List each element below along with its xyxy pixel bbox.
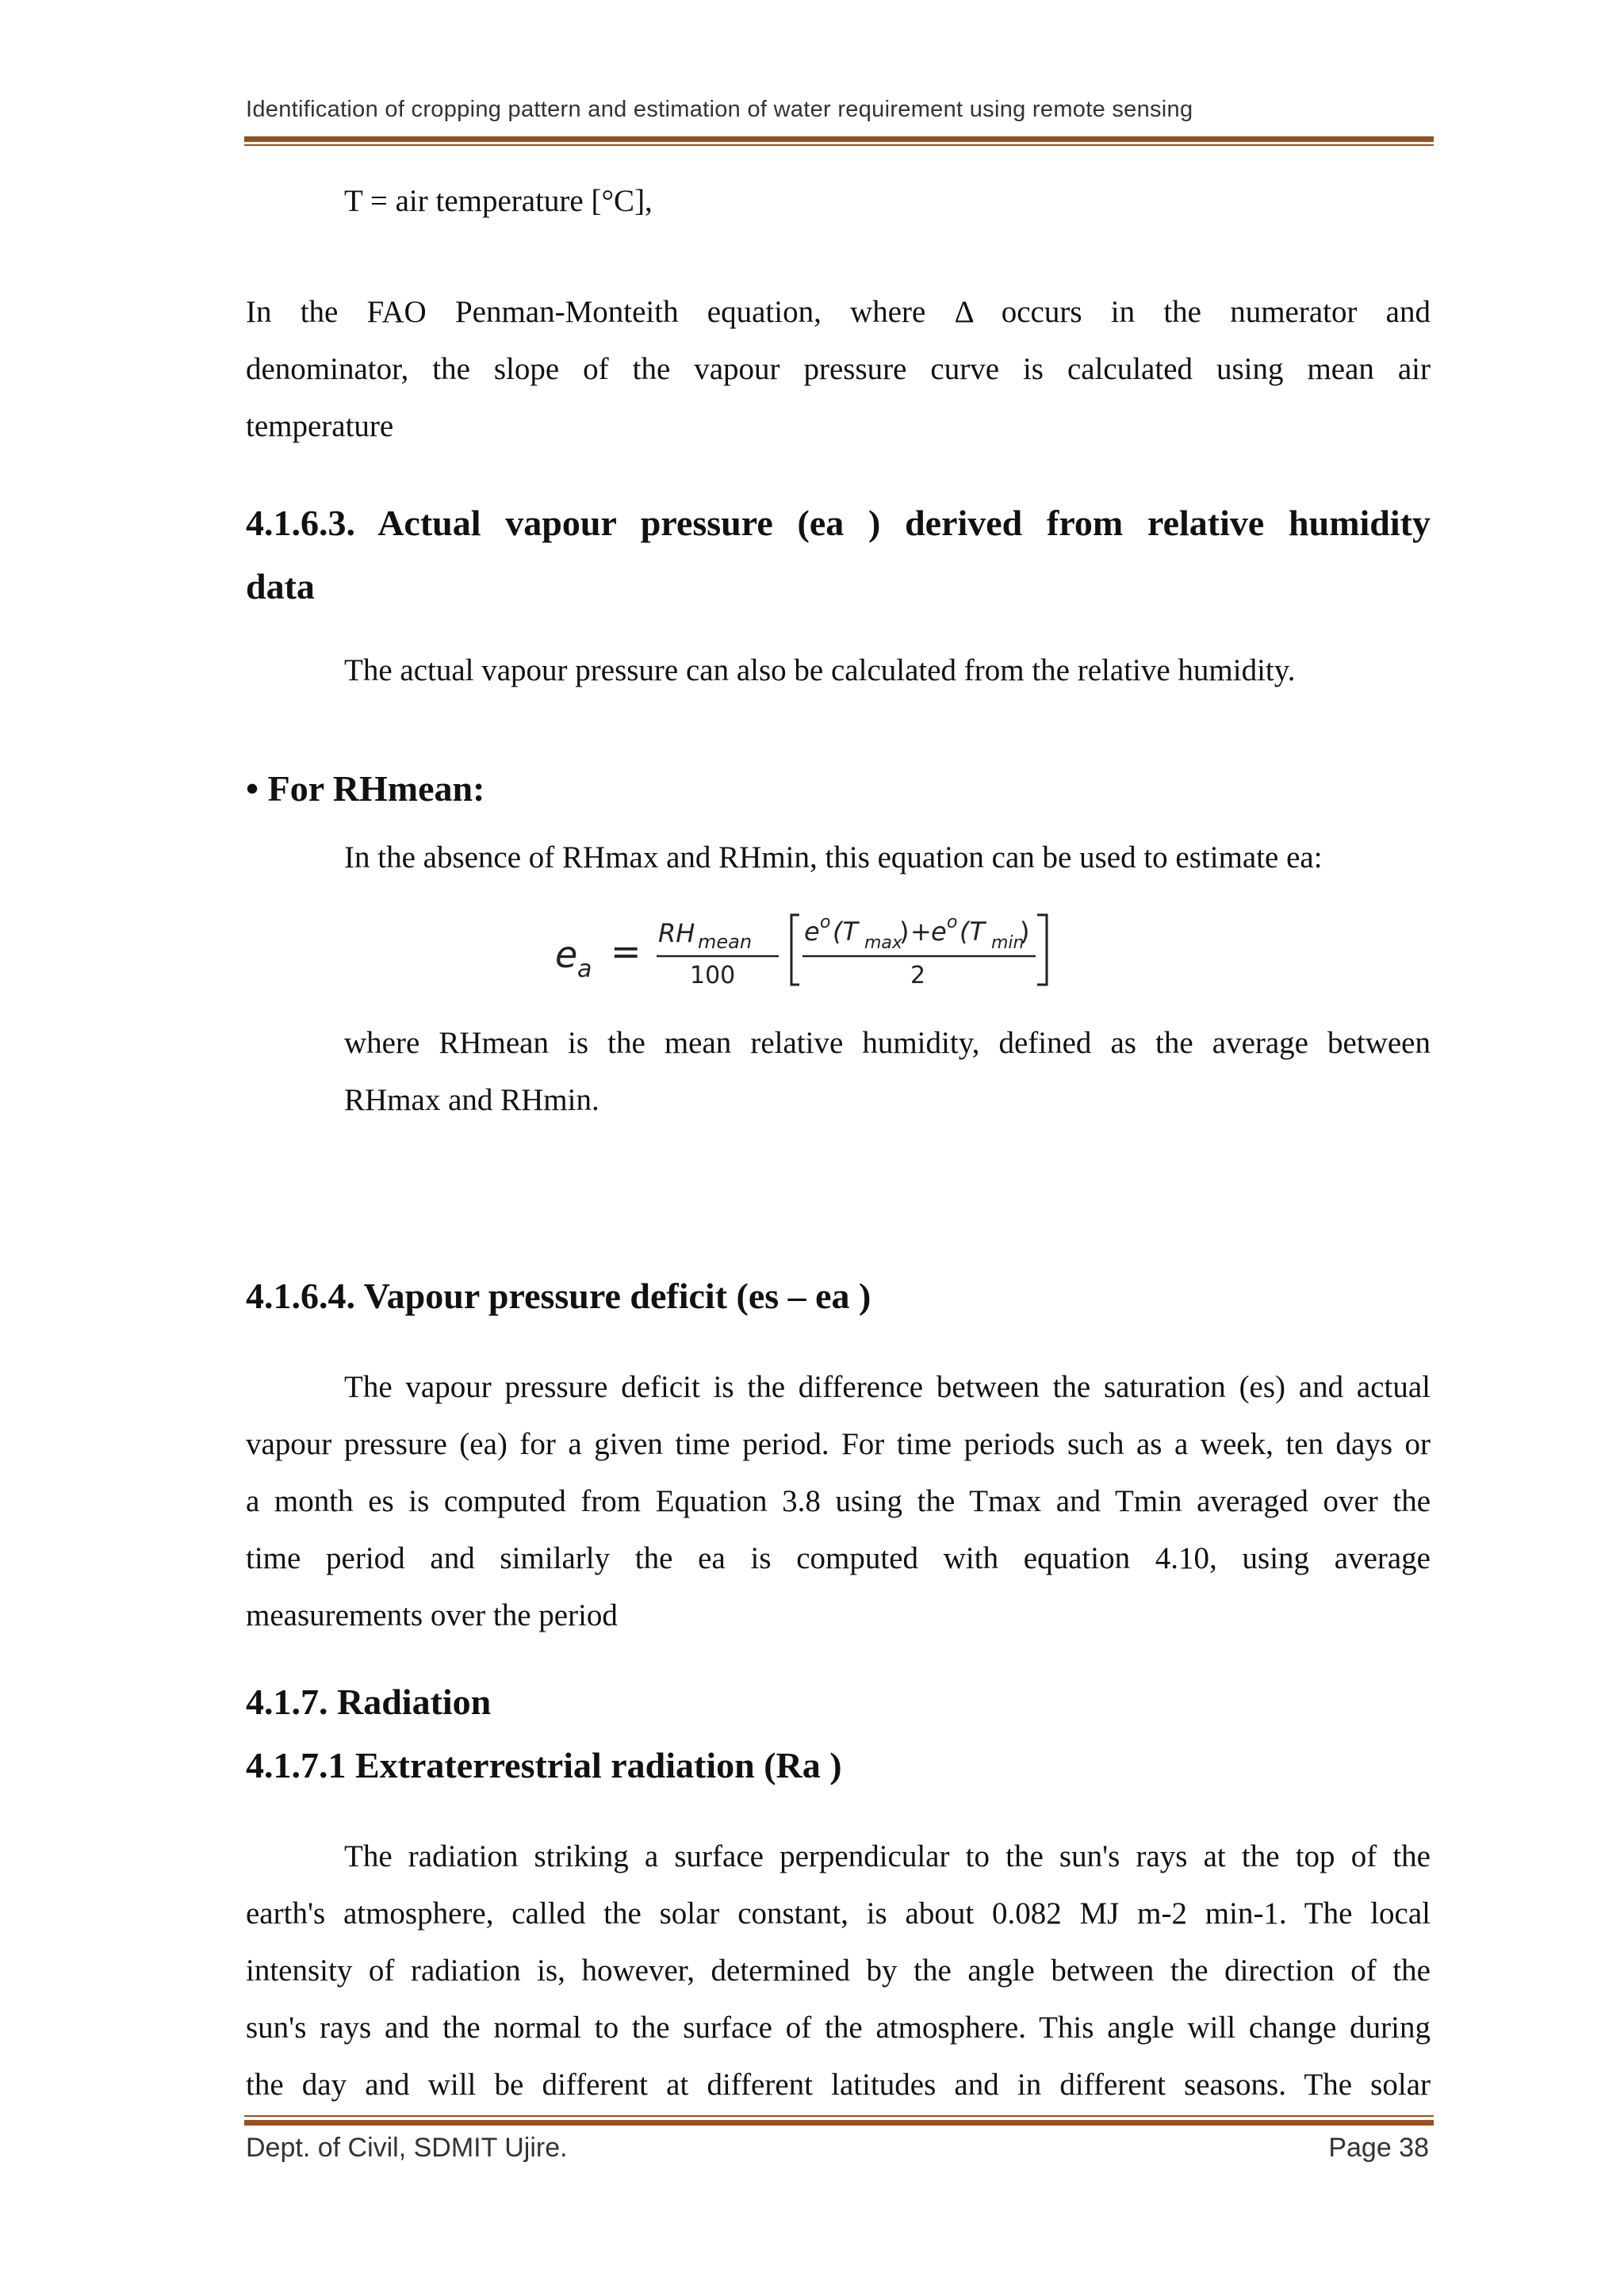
eq-num2a-sup: o bbox=[820, 913, 831, 932]
text-line: where RHmean is the mean relative humidity, defined as the average between bbox=[344, 1026, 1431, 1060]
eq-bracket-left bbox=[791, 915, 799, 985]
header-rule-thick bbox=[244, 136, 1434, 142]
bullet-heading-rhmean: • For RHmean: bbox=[246, 768, 485, 809]
section-heading-4-1-6-4: 4.1.6.4. Vapour pressure deficit (es – ea ) bbox=[246, 1276, 871, 1316]
running-header: Identification of cropping pattern and estimation of water requirement using remote sensing bbox=[246, 97, 1193, 122]
footer-page-number: Page 38 bbox=[1328, 2133, 1429, 2163]
paragraph-vapour-deficit bbox=[246, 1359, 1431, 1644]
text-line: measurements over the period bbox=[246, 1598, 618, 1632]
header-rule-thin bbox=[244, 144, 1434, 146]
eq-num2b-arg: (T bbox=[959, 916, 986, 947]
footer-dept: Dept. of Civil, SDMIT Ujire. bbox=[246, 2133, 568, 2163]
text-line: earth's atmosphere, called the solar constant, is about 0.082 MJ m-2 min-1. The local bbox=[246, 1896, 1431, 1931]
heading-line: 4.1.6.3. Actual vapour pressure (ea ) derived from relative humidity bbox=[246, 503, 1431, 543]
eq-num2b-sub: min bbox=[991, 933, 1025, 953]
text-line: the day and will be different at different latitudes and in different seasons. The solar bbox=[246, 2068, 1431, 2102]
eq-num2a-arg: (T bbox=[833, 916, 859, 947]
eq-plus: + bbox=[910, 916, 932, 947]
eq-num2b-close: ) bbox=[1020, 916, 1030, 947]
paragraph-absence-rhmax: In the absence of RHmax and RHmin, this equation can be used to estimate ea: bbox=[344, 840, 1323, 874]
text-line: sun's rays and the normal to the surface of the atmosphere. This angle will change during bbox=[246, 2011, 1431, 2045]
section-heading-4-1-7-1: 4.1.7.1 Extraterrestrial radiation (Ra ) bbox=[246, 1745, 842, 1785]
text-line: vapour pressure (ea) for a given time period. For time periods such as a week, ten days or bbox=[246, 1427, 1431, 1461]
text-line: In the FAO Penman-Monteith equation, where Δ occurs in the numerator and bbox=[246, 295, 1431, 329]
eq-lhs-sub: a bbox=[577, 955, 592, 983]
eq-lhs: e bbox=[555, 933, 578, 976]
text-line: time period and similarly the ea is computed with equation 4.10, using average bbox=[246, 1541, 1431, 1575]
eq-num2a-close: ) bbox=[899, 916, 910, 947]
section-heading-4-1-6-3 bbox=[246, 492, 1431, 618]
t-definition: T = air temperature [°C], bbox=[344, 184, 653, 218]
text-line: The vapour pressure deficit is the difference between the saturation (es) and actual bbox=[344, 1370, 1431, 1404]
eq-num2a-sub: max bbox=[864, 933, 902, 953]
eq-num1-sub: mean bbox=[698, 931, 753, 953]
equation-ea-rhmean bbox=[547, 904, 1118, 991]
text-line: denominator, the slope of the vapour pressure curve is calculated using mean air bbox=[246, 352, 1431, 386]
text-line: a month es is computed from Equation 3.8 using the Tmax and Tmin averaged over the bbox=[246, 1484, 1431, 1518]
eq-num2b-sup: o bbox=[947, 913, 958, 932]
eq-num1: RH bbox=[658, 918, 695, 948]
eq-den1: 100 bbox=[690, 962, 736, 989]
eq-equals: = bbox=[611, 930, 642, 973]
paragraph-radiation bbox=[246, 1828, 1431, 2114]
paragraph-actual-vapour: The actual vapour pressure can also be calculated from the relative humidity. bbox=[344, 653, 1296, 687]
footer-rule-thick bbox=[244, 2120, 1434, 2126]
text-line: intensity of radiation is, however, determined by the angle between the direction of the bbox=[246, 1954, 1431, 1988]
heading-line: data bbox=[246, 566, 315, 607]
eq-bracket-right bbox=[1037, 915, 1047, 985]
paragraph-penman-monteith bbox=[246, 284, 1431, 455]
paragraph-where-rhmean bbox=[344, 1015, 1431, 1129]
text-line: RHmax and RHmin. bbox=[344, 1083, 599, 1117]
text-line: temperature bbox=[246, 409, 394, 443]
footer-rule-thin bbox=[244, 2115, 1434, 2117]
eq-den2: 2 bbox=[910, 962, 926, 989]
eq-num2b: e bbox=[931, 916, 947, 947]
text-line: The radiation striking a surface perpendicular to the sun's rays at the top of the bbox=[344, 1839, 1431, 1873]
section-heading-4-1-7: 4.1.7. Radiation bbox=[246, 1682, 492, 1722]
eq-num2a: e bbox=[804, 916, 820, 947]
